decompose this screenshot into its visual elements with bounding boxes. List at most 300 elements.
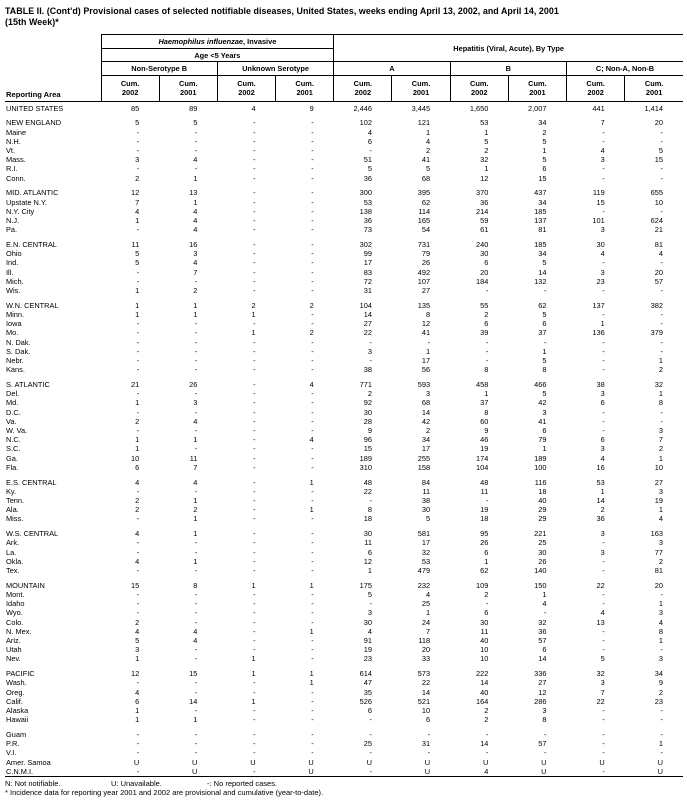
table-row bbox=[5, 426, 683, 435]
value-cell: U bbox=[482, 757, 489, 767]
value-cell: 2 bbox=[426, 145, 431, 155]
value-cell: 164 bbox=[475, 696, 489, 706]
table-row bbox=[5, 654, 683, 663]
value-cell: - bbox=[602, 127, 605, 137]
value-cell: - bbox=[253, 706, 256, 716]
value-cell: - bbox=[311, 425, 314, 435]
value-cell: 47 bbox=[363, 678, 372, 688]
value-cell: 54 bbox=[421, 225, 431, 235]
value-cell: - bbox=[253, 267, 256, 277]
value-cell: 26 bbox=[538, 556, 547, 566]
value-cell: 1 bbox=[135, 309, 140, 319]
value-cell: - bbox=[253, 566, 256, 575]
value-cell: 137 bbox=[534, 215, 547, 225]
value-cell: 4 bbox=[426, 590, 431, 599]
value-cell: - bbox=[311, 206, 314, 216]
value-cell: - bbox=[311, 486, 314, 496]
value-cell: 6 bbox=[484, 319, 489, 329]
reporting-area-cell: Del. bbox=[6, 389, 20, 399]
value-cell: - bbox=[136, 538, 140, 548]
value-cell: 7 bbox=[658, 435, 663, 445]
value-cell: 4 bbox=[193, 225, 198, 235]
value-cell: - bbox=[660, 748, 663, 758]
value-cell: - bbox=[253, 495, 256, 505]
value-cell: - bbox=[311, 645, 314, 655]
value-cell: 1 bbox=[251, 669, 256, 679]
value-cell: 5 bbox=[600, 654, 605, 664]
value-cell: 6 bbox=[542, 645, 547, 655]
value-cell: - bbox=[253, 145, 256, 155]
reporting-area-cell: Okla. bbox=[6, 556, 24, 566]
value-cell: 92 bbox=[363, 398, 372, 408]
value-cell: 6 bbox=[600, 435, 605, 445]
reporting-area-cell: Nebr. bbox=[6, 355, 24, 365]
table-row bbox=[5, 496, 683, 505]
reporting-area-cell: Md. bbox=[6, 398, 19, 408]
cum-year-header bbox=[508, 76, 566, 102]
value-cell: 185 bbox=[534, 239, 547, 249]
value-cell: 2 bbox=[251, 300, 256, 310]
reporting-area-cell: Fla. bbox=[6, 462, 19, 472]
reporting-area-cell: E.N. CENTRAL bbox=[6, 239, 57, 249]
value-cell: 19 bbox=[480, 505, 489, 515]
value-cell: 40 bbox=[480, 687, 489, 697]
value-cell: - bbox=[136, 547, 140, 557]
value-cell: - bbox=[136, 328, 140, 338]
table-row bbox=[5, 277, 683, 286]
value-cell: 2 bbox=[658, 687, 663, 697]
value-cell: - bbox=[136, 407, 140, 417]
table-row bbox=[5, 380, 683, 389]
value-cell: 132 bbox=[534, 276, 547, 286]
value-cell: - bbox=[369, 337, 372, 347]
legend-unavailable: U: Unavailable. bbox=[111, 779, 162, 789]
value-cell: - bbox=[369, 730, 372, 740]
value-cell: - bbox=[311, 127, 314, 137]
table-row bbox=[5, 155, 683, 164]
value-cell: - bbox=[136, 164, 140, 174]
value-cell: 4 bbox=[309, 435, 314, 445]
haemophilus-italic-label: Haemophilus influenzae bbox=[158, 37, 244, 46]
header-row-cum bbox=[5, 76, 683, 102]
table-row bbox=[5, 767, 683, 777]
cum-year-header bbox=[392, 76, 450, 102]
value-cell: 1 bbox=[600, 486, 605, 496]
value-cell: 17 bbox=[421, 444, 431, 454]
reporting-area-cell: Miss. bbox=[6, 514, 24, 524]
reporting-area-cell: Vt. bbox=[6, 145, 16, 155]
value-cell: - bbox=[602, 636, 605, 646]
value-cell: 24 bbox=[421, 617, 431, 627]
value-cell: 5 bbox=[367, 164, 372, 174]
value-cell: 1 bbox=[193, 495, 198, 505]
value-cell: 3 bbox=[600, 267, 605, 277]
value-cell: - bbox=[427, 730, 431, 740]
value-cell: 1 bbox=[484, 164, 489, 174]
reporting-area-cell: P.R. bbox=[6, 739, 20, 749]
value-cell: - bbox=[311, 407, 314, 417]
value-cell: 11 bbox=[364, 538, 372, 548]
value-cell: - bbox=[602, 538, 605, 548]
value-cell: 214 bbox=[475, 206, 489, 216]
reporting-area-cell: Mont. bbox=[6, 590, 25, 599]
value-cell: 22 bbox=[421, 678, 431, 688]
value-cell: - bbox=[660, 590, 663, 599]
cum-year-header bbox=[334, 76, 392, 102]
value-cell: - bbox=[253, 276, 256, 286]
value-cell: 5 bbox=[135, 636, 140, 646]
value-cell: 379 bbox=[650, 328, 663, 338]
value-cell: 184 bbox=[475, 276, 489, 286]
value-cell: 99 bbox=[363, 249, 372, 259]
value-cell: 2 bbox=[135, 173, 140, 183]
value-cell: - bbox=[194, 355, 198, 365]
value-cell: 1 bbox=[193, 529, 198, 539]
value-cell: 14 bbox=[538, 267, 547, 277]
value-cell: 3 bbox=[600, 225, 605, 235]
value-cell: 300 bbox=[359, 188, 372, 198]
value-cell: - bbox=[253, 514, 256, 524]
value-cell: 479 bbox=[417, 566, 431, 575]
value-cell: 91 bbox=[363, 636, 372, 646]
value-cell: 4 bbox=[600, 249, 605, 259]
value-cell: - bbox=[660, 706, 663, 716]
value-cell: - bbox=[311, 715, 314, 725]
value-cell: 53 bbox=[363, 197, 372, 207]
year-label: 2001 bbox=[180, 87, 197, 97]
value-cell: 81 bbox=[538, 225, 547, 235]
value-cell: - bbox=[602, 748, 605, 758]
value-cell: 222 bbox=[475, 669, 489, 679]
value-cell: - bbox=[253, 164, 256, 174]
value-cell: - bbox=[311, 529, 314, 539]
value-cell: - bbox=[485, 748, 489, 758]
value-cell: - bbox=[136, 267, 140, 277]
value-cell: 12 bbox=[130, 669, 140, 679]
reporting-area-cell: Colo. bbox=[6, 617, 24, 627]
value-cell: - bbox=[136, 425, 140, 435]
value-cell: 6 bbox=[484, 547, 489, 557]
value-cell: 15 bbox=[538, 173, 547, 183]
value-cell: 109 bbox=[475, 580, 489, 590]
value-cell: - bbox=[369, 599, 372, 609]
value-cell: - bbox=[544, 337, 547, 347]
reporting-area-cell: Ark. bbox=[6, 538, 20, 548]
value-cell: 18 bbox=[538, 486, 547, 496]
value-cell: 1 bbox=[135, 398, 140, 408]
value-cell: 4 bbox=[135, 206, 140, 216]
haemophilus-rest-label: , Invasive bbox=[243, 37, 277, 46]
table-row bbox=[5, 347, 683, 356]
value-cell: - bbox=[253, 608, 256, 618]
value-cell: - bbox=[194, 645, 198, 655]
value-cell: - bbox=[311, 197, 314, 207]
value-cell: 1 bbox=[484, 389, 489, 399]
value-cell: 11 bbox=[131, 239, 140, 249]
value-cell: - bbox=[136, 766, 140, 776]
value-cell: 12 bbox=[480, 173, 489, 183]
value-cell: 19 bbox=[363, 645, 372, 655]
value-cell: 22 bbox=[363, 486, 372, 496]
value-cell: - bbox=[253, 319, 256, 329]
value-cell: - bbox=[194, 425, 198, 435]
value-cell: 16 bbox=[596, 462, 605, 472]
table-row bbox=[5, 188, 683, 197]
table-row bbox=[5, 608, 683, 617]
value-cell: - bbox=[253, 766, 256, 776]
value-cell: 2 bbox=[193, 505, 198, 515]
value-cell: - bbox=[194, 599, 198, 609]
reporting-area-cell: C.N.M.I. bbox=[6, 766, 34, 776]
value-cell: 6 bbox=[484, 608, 489, 618]
value-cell: - bbox=[253, 505, 256, 515]
reporting-area-cell: N.H. bbox=[6, 136, 21, 146]
value-cell: - bbox=[311, 514, 314, 524]
value-cell: 4 bbox=[251, 103, 256, 113]
value-cell: - bbox=[660, 206, 663, 216]
table-row bbox=[5, 627, 683, 636]
value-cell: - bbox=[311, 739, 314, 749]
value-cell: 6 bbox=[542, 164, 547, 174]
value-cell: - bbox=[427, 337, 431, 347]
value-cell: 137 bbox=[592, 300, 605, 310]
value-cell: 19 bbox=[654, 495, 663, 505]
value-cell: 107 bbox=[417, 276, 431, 286]
value-cell: 14 bbox=[480, 739, 489, 749]
value-cell: 6 bbox=[484, 258, 489, 268]
value-cell: 8 bbox=[542, 715, 547, 725]
value-cell: 53 bbox=[596, 477, 605, 487]
value-cell: 40 bbox=[480, 636, 489, 646]
value-cell: - bbox=[253, 645, 256, 655]
reporting-area-cell: N.J. bbox=[6, 215, 20, 225]
cum-year-header bbox=[450, 76, 508, 102]
value-cell: 3 bbox=[426, 389, 431, 399]
value-cell: - bbox=[194, 136, 198, 146]
value-cell: 59 bbox=[480, 215, 489, 225]
value-cell: 6 bbox=[367, 136, 372, 146]
value-cell: 163 bbox=[650, 529, 663, 539]
table-header bbox=[5, 35, 683, 102]
value-cell: - bbox=[311, 309, 314, 319]
value-cell: 395 bbox=[417, 188, 431, 198]
value-cell: 61 bbox=[480, 225, 489, 235]
value-cell: - bbox=[253, 398, 256, 408]
value-cell: 655 bbox=[650, 188, 663, 198]
value-cell: U bbox=[424, 766, 431, 776]
table-row bbox=[5, 529, 683, 538]
value-cell: - bbox=[311, 444, 314, 454]
value-cell: U bbox=[541, 766, 547, 776]
value-cell: 10 bbox=[654, 462, 663, 472]
table-row bbox=[5, 706, 683, 715]
reporting-area-cell: W.S. CENTRAL bbox=[6, 529, 59, 539]
value-cell: - bbox=[253, 617, 256, 627]
value-cell: 5 bbox=[426, 164, 431, 174]
value-cell: - bbox=[311, 730, 314, 740]
reporting-area-cell: Upstate N.Y. bbox=[6, 197, 47, 207]
value-cell: - bbox=[311, 636, 314, 646]
value-cell: 5 bbox=[542, 155, 547, 165]
cum-label: Cum. bbox=[295, 78, 314, 88]
value-cell: 8 bbox=[484, 407, 489, 417]
reporting-area-cell: Maine bbox=[6, 127, 27, 137]
value-cell: 7 bbox=[600, 687, 605, 697]
value-cell: 5 bbox=[484, 136, 489, 146]
value-cell: 4 bbox=[193, 258, 198, 268]
value-cell: 18 bbox=[480, 514, 489, 524]
value-cell: 13 bbox=[596, 617, 605, 627]
value-cell: 121 bbox=[417, 118, 431, 128]
value-cell: - bbox=[253, 435, 256, 445]
value-cell: 73 bbox=[363, 225, 372, 235]
value-cell: - bbox=[253, 285, 256, 295]
value-cell: - bbox=[253, 258, 256, 268]
value-cell: 14 bbox=[421, 407, 431, 417]
value-cell: - bbox=[369, 355, 372, 365]
value-cell: - bbox=[544, 608, 547, 618]
value-cell: - bbox=[194, 276, 198, 286]
value-cell: 3 bbox=[600, 155, 605, 165]
value-cell: 34 bbox=[538, 197, 547, 207]
value-cell: 23 bbox=[596, 276, 605, 286]
value-cell: 240 bbox=[475, 239, 489, 249]
value-cell: 27 bbox=[654, 477, 663, 487]
value-cell: - bbox=[660, 346, 663, 356]
value-cell: 3 bbox=[600, 529, 605, 539]
haemophilus-group-header bbox=[101, 35, 334, 49]
value-cell: 1 bbox=[309, 678, 314, 688]
table-row bbox=[5, 258, 683, 267]
table-row bbox=[5, 286, 683, 295]
value-cell: 19 bbox=[480, 444, 489, 454]
value-cell: - bbox=[194, 687, 198, 697]
value-cell: 4 bbox=[135, 556, 140, 566]
value-cell: 1 bbox=[309, 626, 314, 636]
table-row bbox=[5, 678, 683, 687]
reporting-area-cell: S. Dak. bbox=[6, 346, 31, 356]
value-cell: - bbox=[136, 739, 140, 749]
value-cell: 4 bbox=[600, 453, 605, 463]
value-cell: 5 bbox=[542, 136, 547, 146]
value-cell: - bbox=[602, 355, 605, 365]
value-cell: 10 bbox=[654, 197, 663, 207]
value-cell: 136 bbox=[592, 328, 605, 338]
value-cell: - bbox=[253, 225, 256, 235]
reporting-area-cell: Guam bbox=[6, 730, 27, 740]
hepatitis-c-header: C; Non-A, Non-B bbox=[567, 62, 683, 76]
value-cell: - bbox=[311, 164, 314, 174]
table-row bbox=[5, 174, 683, 183]
year-label: 2001 bbox=[529, 87, 546, 97]
value-cell: 32 bbox=[654, 379, 663, 389]
reporting-area-cell: Hawaii bbox=[6, 715, 29, 725]
value-cell: 53 bbox=[480, 118, 489, 128]
value-cell: 9 bbox=[309, 103, 314, 113]
value-cell: 2 bbox=[484, 715, 489, 725]
value-cell: 23 bbox=[363, 654, 372, 664]
value-cell: 11 bbox=[189, 453, 198, 463]
value-cell: 2 bbox=[484, 145, 489, 155]
value-cell: - bbox=[194, 407, 198, 417]
value-cell: 2 bbox=[135, 505, 140, 515]
value-cell: 1 bbox=[309, 580, 314, 590]
value-cell: - bbox=[136, 590, 140, 599]
value-cell: 731 bbox=[417, 239, 431, 249]
value-cell: - bbox=[194, 608, 198, 618]
value-cell: - bbox=[253, 486, 256, 496]
reporting-area-cell: Tenn. bbox=[6, 495, 25, 505]
hepatitis-a-header: A bbox=[334, 62, 450, 76]
value-cell: 4 bbox=[658, 249, 663, 259]
value-cell: - bbox=[369, 145, 372, 155]
footnotes bbox=[5, 779, 683, 798]
value-cell: 33 bbox=[421, 654, 431, 664]
value-cell: 81 bbox=[654, 239, 663, 249]
value-cell: 26 bbox=[189, 379, 198, 389]
value-cell: - bbox=[136, 136, 140, 146]
value-cell: 8 bbox=[367, 505, 372, 515]
value-cell: - bbox=[194, 706, 198, 716]
value-cell: 1 bbox=[658, 505, 663, 515]
value-cell: U bbox=[308, 766, 314, 776]
value-cell: - bbox=[194, 739, 198, 749]
value-cell: 51 bbox=[363, 155, 372, 165]
value-cell: - bbox=[602, 365, 605, 375]
value-cell: 12 bbox=[421, 319, 431, 329]
value-cell: 4 bbox=[135, 687, 140, 697]
table-row bbox=[5, 487, 683, 496]
value-cell: 5 bbox=[135, 258, 140, 268]
value-cell: 3 bbox=[193, 398, 198, 408]
reporting-area-cell: UNITED STATES bbox=[6, 103, 64, 113]
value-cell: 30 bbox=[363, 407, 372, 417]
value-cell: 4 bbox=[426, 136, 431, 146]
value-cell: U bbox=[133, 757, 140, 767]
value-cell: 17 bbox=[363, 258, 372, 268]
value-cell: 8 bbox=[658, 398, 663, 408]
value-cell: 1 bbox=[193, 173, 198, 183]
value-cell: 3 bbox=[367, 608, 372, 618]
value-cell: - bbox=[485, 346, 489, 356]
table-row bbox=[5, 697, 683, 706]
value-cell: - bbox=[602, 626, 605, 636]
value-cell: 32 bbox=[480, 155, 489, 165]
value-cell: 12 bbox=[363, 556, 372, 566]
value-cell: - bbox=[311, 590, 314, 599]
reporting-area-header: Reporting Area bbox=[5, 35, 101, 102]
value-cell: - bbox=[660, 715, 663, 725]
value-cell: - bbox=[253, 197, 256, 207]
value-cell: U bbox=[424, 757, 431, 767]
value-cell: 14 bbox=[363, 309, 372, 319]
table-row bbox=[5, 249, 683, 258]
value-cell: - bbox=[311, 249, 314, 259]
table-row bbox=[5, 505, 683, 514]
value-cell: 36 bbox=[480, 197, 489, 207]
value-cell: 3 bbox=[600, 444, 605, 454]
value-cell: 11 bbox=[480, 626, 489, 636]
reporting-area-cell: Kans. bbox=[6, 365, 25, 375]
value-cell: - bbox=[253, 590, 256, 599]
value-cell: 5 bbox=[542, 355, 547, 365]
value-cell: - bbox=[136, 608, 140, 618]
value-cell: - bbox=[602, 258, 605, 268]
table-row bbox=[5, 319, 683, 328]
table-title-line1: TABLE II. (Cont'd) Provisional cases of selected notifiable diseases, United States, weeks ending April 13, 2002, and April 14, 2001 bbox=[5, 6, 559, 16]
cum-year-header bbox=[217, 76, 275, 102]
value-cell: - bbox=[311, 173, 314, 183]
